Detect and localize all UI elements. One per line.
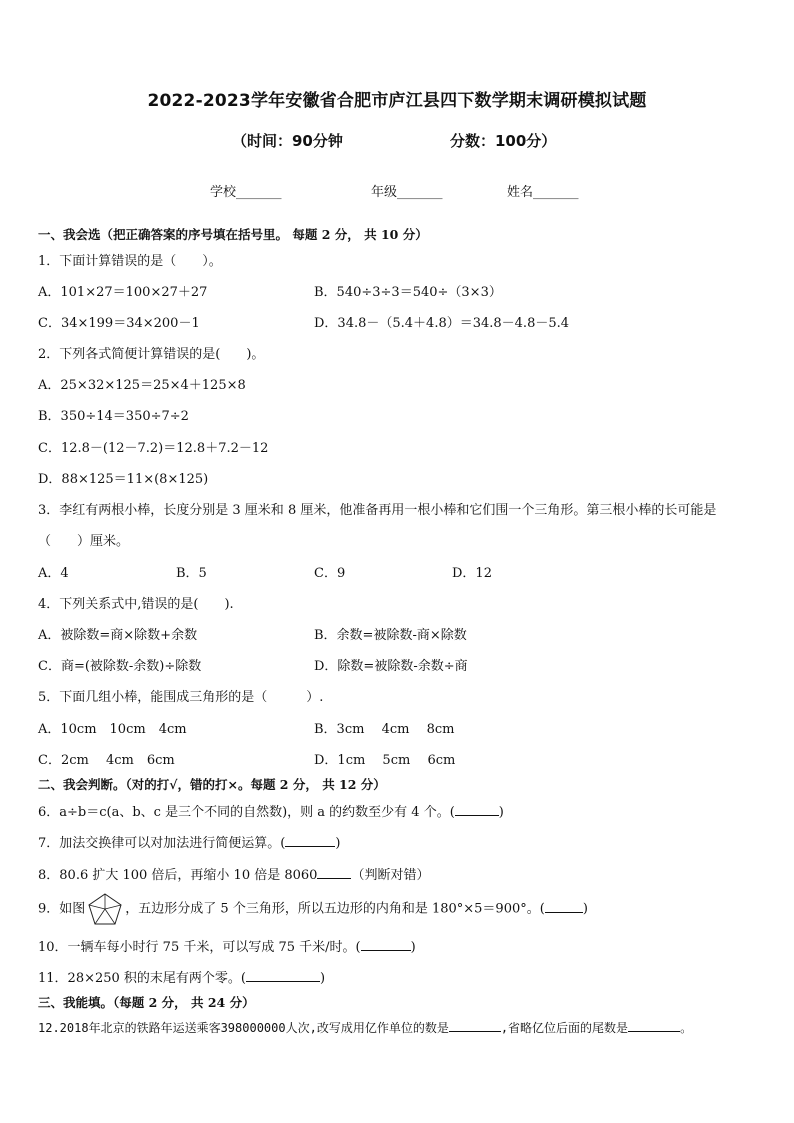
q5-option-c: C．2cm 4cm 6cm <box>38 753 175 768</box>
q8: 8．80.6 扩大 100 倍后，再缩小 10 倍是 8060 （判断对错） <box>38 868 430 883</box>
q2-option-b: B．350÷14＝350÷7÷2 <box>38 409 189 424</box>
q2-option-d: D．88×125＝11×(8×125) <box>38 472 209 487</box>
q12: 12.2018年北京的铁路年运送乘客398000000人次,改写成用亿作单位的数是 ,省略亿位后面的尾数是 。 <box>38 1021 693 1035</box>
q3-stem-cont: （ ）厘米。 <box>38 534 130 549</box>
q3-option-a: A．4 <box>38 566 69 581</box>
section3-heading: 三、我能填。（每题 2 分， 共 24 分） <box>38 995 255 1010</box>
exam-score: 分数：100分） <box>450 132 557 150</box>
answer-blank <box>455 803 499 816</box>
answer-blank <box>628 1019 680 1032</box>
q10: 10．一辆车每小时行 75 千米，可以写成 75 千米/时。( ) <box>38 940 416 955</box>
q2-stem: 2．下列各式简便计算错误的是( )。 <box>38 347 265 362</box>
exam-title: 2022-2023学年安徽省合肥市庐江县四下数学期末调研模拟试题 <box>147 91 647 111</box>
q3-option-b: B．5 <box>176 566 207 581</box>
q3-option-d: D．12 <box>452 566 492 581</box>
q3-stem: 3．李红有两根小棒，长度分别是 3 厘米和 8 厘米，他准备再用一根小棒和它们围一个三角形。第三根小棒的长可能是 <box>38 503 717 518</box>
name-field: 姓名_______ <box>507 185 579 200</box>
q5-option-a: A．10cm 10cm 4cm <box>38 722 187 737</box>
section2-heading: 二、我会判断。（对的打√，错的打×。每题 2 分， 共 12 分） <box>38 777 386 792</box>
answer-blank <box>361 938 411 951</box>
q5-stem: 5．下面几组小棒，能围成三角形的是（ ）. <box>38 690 324 705</box>
q5-option-d: D．1cm 5cm 6cm <box>314 753 456 768</box>
q4-option-d: D．除数=被除数-余数÷商 <box>314 659 468 674</box>
q1-option-b: B．540÷3÷3＝540÷（3×3） <box>314 285 502 300</box>
exam-time: （时间：90分钟 <box>232 132 343 150</box>
q4-stem: 4．下列关系式中,错误的是( ). <box>38 597 234 612</box>
q9: 9．如图 ，五边形分成了 5 个三角形，所以五边形的内角和是 180°×5＝900°。( ) <box>38 892 588 926</box>
q2-option-c: C．12.8－(12－7.2)＝12.8＋7.2－12 <box>38 441 269 456</box>
answer-blank <box>545 900 583 913</box>
grade-field: 年级_______ <box>371 185 443 200</box>
section1-heading: 一、我会选（把正确答案的序号填在括号里。 每题 2 分， 共 10 分） <box>38 227 428 242</box>
q1-stem: 1．下面计算错误的是（ ）。 <box>38 254 222 269</box>
school-field: 学校_______ <box>210 185 282 200</box>
q4-option-b: B．余数=被除数-商×除数 <box>314 628 467 643</box>
pentagon-figure-icon <box>87 892 123 926</box>
q3-option-c: C．9 <box>314 566 346 581</box>
answer-blank <box>246 969 320 982</box>
q2-option-a: A．25×32×125＝25×4＋125×8 <box>38 378 246 393</box>
q11: 11．28×250 积的末尾有两个零。( ) <box>38 971 326 986</box>
q1-option-c: C．34×199＝34×200－1 <box>38 316 200 331</box>
q1-option-d: D．34.8－（5.4＋4.8）＝34.8－4.8－5.4 <box>314 316 570 331</box>
q6: 6．a÷b＝c(a、b、c 是三个不同的自然数)，则 a 的约数至少有 4 个。( ) <box>38 805 504 820</box>
answer-blank <box>449 1019 501 1032</box>
q4-option-a: A．被除数=商×除数+余数 <box>38 628 198 643</box>
q7: 7．加法交换律可以对加法进行简便运算。( ) <box>38 836 341 851</box>
q1-option-a: A．101×27＝100×27＋27 <box>38 285 208 300</box>
q5-option-b: B．3cm 4cm 8cm <box>314 722 455 737</box>
answer-blank <box>317 866 351 879</box>
answer-blank <box>285 834 335 847</box>
q4-option-c: C．商=(被除数-余数)÷除数 <box>38 659 202 674</box>
